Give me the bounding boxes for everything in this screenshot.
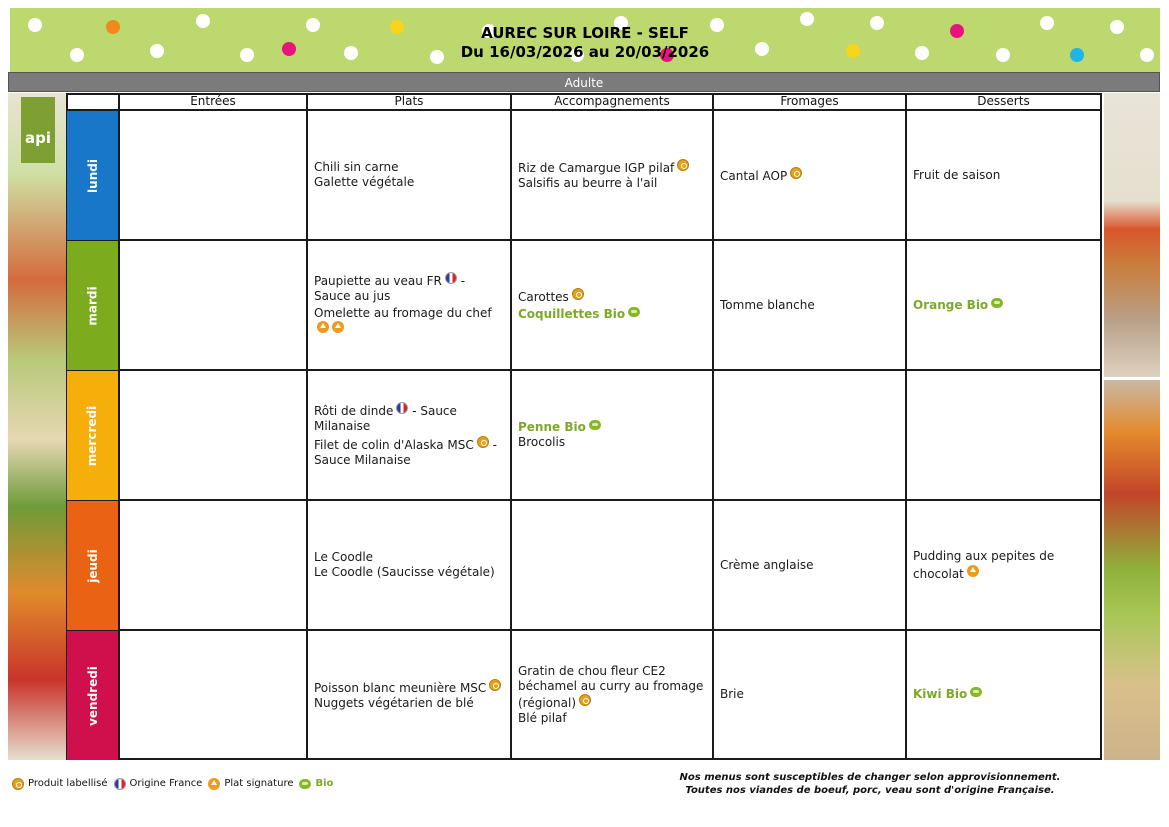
menu-item: Gratin de chou fleur CE2 béchamel au curry au fromage (régional): [518, 663, 704, 710]
menu-item: Riz de Camargue IGP pilaf: [518, 159, 706, 176]
bio-leaf-icon: [299, 779, 311, 789]
page-title: [10, 24, 1160, 62]
label-badge-icon: [12, 778, 24, 790]
menu-item: Blé pilaf: [518, 710, 567, 725]
menu-item: Nuggets végétarien de blé: [314, 695, 474, 710]
menu-item: Filet de colin d'Alaska MSC - Sauce Milanaise: [314, 438, 497, 467]
menu-item: Le Coodle (Saucisse végétale): [314, 565, 495, 579]
bio-leaf-icon: [991, 298, 1003, 308]
menu-item: Pudding aux pepites de chocolat: [913, 548, 1055, 581]
day-label-lundi: lundi: [67, 111, 118, 240]
menu-item: Brocolis: [518, 435, 566, 449]
label-badge-icon: [572, 288, 584, 300]
menu-item: Carottes: [518, 288, 706, 305]
chef-signature-icon: [967, 565, 979, 577]
menu-item: Omelette au fromage du chef: [314, 306, 504, 338]
cell-jeudi-fromages: [714, 501, 905, 629]
label-badge-icon: [489, 679, 501, 691]
footnote: [640, 771, 1100, 797]
api-logo: api: [21, 97, 55, 163]
chef-signature-icon: [332, 321, 344, 333]
menu-item: Brie: [720, 687, 744, 701]
menu-item: Fruit de saison: [913, 167, 1001, 182]
label-badge-icon: [477, 436, 489, 448]
menu-item: Crème anglaise: [720, 557, 814, 572]
france-flag-icon: [114, 778, 126, 790]
column-header-accompagnements: Accompagnements: [554, 94, 670, 108]
cell-lundi-desserts: [907, 111, 1100, 239]
france-flag-icon: [445, 272, 457, 284]
menu-item: Orange Bio: [913, 298, 1094, 313]
bio-leaf-icon: [970, 687, 982, 697]
menu-item: Penne Bio: [518, 420, 706, 435]
column-header-plats: Plats: [394, 94, 424, 108]
vegetables-decoration-left: [8, 93, 66, 760]
section-label: Adulte: [8, 72, 1160, 92]
cell-mercredi-plats: [308, 371, 510, 499]
site-title: AUREC SUR LOIRE - SELF: [481, 24, 689, 42]
day-label-vendredi: vendredi: [67, 631, 118, 760]
cell-mardi-fromages: [714, 241, 905, 369]
legend: [12, 777, 339, 791]
menu-item: Galette végétale: [314, 175, 415, 189]
legend-bio: Bio: [315, 778, 334, 789]
cell-vendredi-desserts: [907, 631, 1100, 758]
france-flag-icon: [396, 402, 408, 414]
legend-labelled: Produit labellisé: [28, 778, 108, 789]
cell-lundi-fromages: [714, 111, 905, 239]
cell-lundi-plats: [308, 111, 510, 239]
cell-vendredi-fromages: [714, 631, 905, 758]
menu-item: Kiwi Bio: [913, 687, 1094, 702]
day-label-mardi: mardi: [67, 241, 118, 370]
menu-item: Cantal AOP: [720, 167, 899, 184]
cell-lundi-accompagnements: [512, 111, 712, 239]
column-header-entrees: Entrées: [190, 94, 236, 108]
menu-item: Le Coodle: [314, 550, 374, 564]
menu-item: Salsifis au beurre à l'ail: [518, 176, 658, 190]
bio-leaf-icon: [589, 420, 601, 430]
chef-signature-icon: [317, 321, 329, 333]
cell-mardi-plats: [308, 241, 510, 369]
cell-mardi-desserts: [907, 241, 1100, 369]
cell-jeudi-desserts: [907, 501, 1100, 629]
date-range: Du 16/03/2026 au 20/03/2026: [460, 43, 710, 61]
bio-leaf-icon: [628, 307, 640, 317]
legend-france: Origine France: [129, 778, 203, 789]
legend-signature: Plat signature: [224, 778, 294, 789]
label-badge-icon: [677, 159, 689, 171]
header-banner: [10, 8, 1160, 72]
footnote-line-1: Nos menus sont susceptibles de changer selon approvisionnement.: [679, 772, 1061, 783]
label-badge-icon: [579, 694, 591, 706]
chef-signature-icon: [208, 778, 220, 790]
column-header-desserts: Desserts: [977, 94, 1030, 108]
menu-item: Chili sin carne: [314, 160, 399, 174]
cell-vendredi-plats: [308, 631, 510, 758]
vegetables-decoration-right-bottom: [1104, 380, 1160, 760]
menu-item: Paupiette au veau FR - Sauce au jus: [314, 274, 466, 303]
menu-item: Coquillettes Bio: [518, 307, 706, 322]
day-label-jeudi: jeudi: [67, 501, 118, 630]
menu-item: Rôti de dinde - Sauce Milanaise: [314, 404, 457, 433]
column-header-fromages: Fromages: [780, 94, 839, 108]
vegetables-decoration-right-top: [1104, 93, 1160, 377]
cell-mercredi-accompagnements: [512, 371, 712, 499]
menu-item: Tomme blanche: [720, 297, 815, 312]
day-label-mercredi: mercredi: [67, 371, 118, 500]
footnote-line-2: Toutes nos viandes de boeuf, porc, veau sont d'origine Française.: [685, 785, 1055, 796]
cell-jeudi-plats: [308, 501, 510, 629]
cell-mardi-accompagnements: [512, 241, 712, 369]
cell-vendredi-accompagnements: [512, 631, 712, 758]
menu-item: Poisson blanc meunière MSC: [314, 679, 504, 696]
label-badge-icon: [790, 167, 802, 179]
